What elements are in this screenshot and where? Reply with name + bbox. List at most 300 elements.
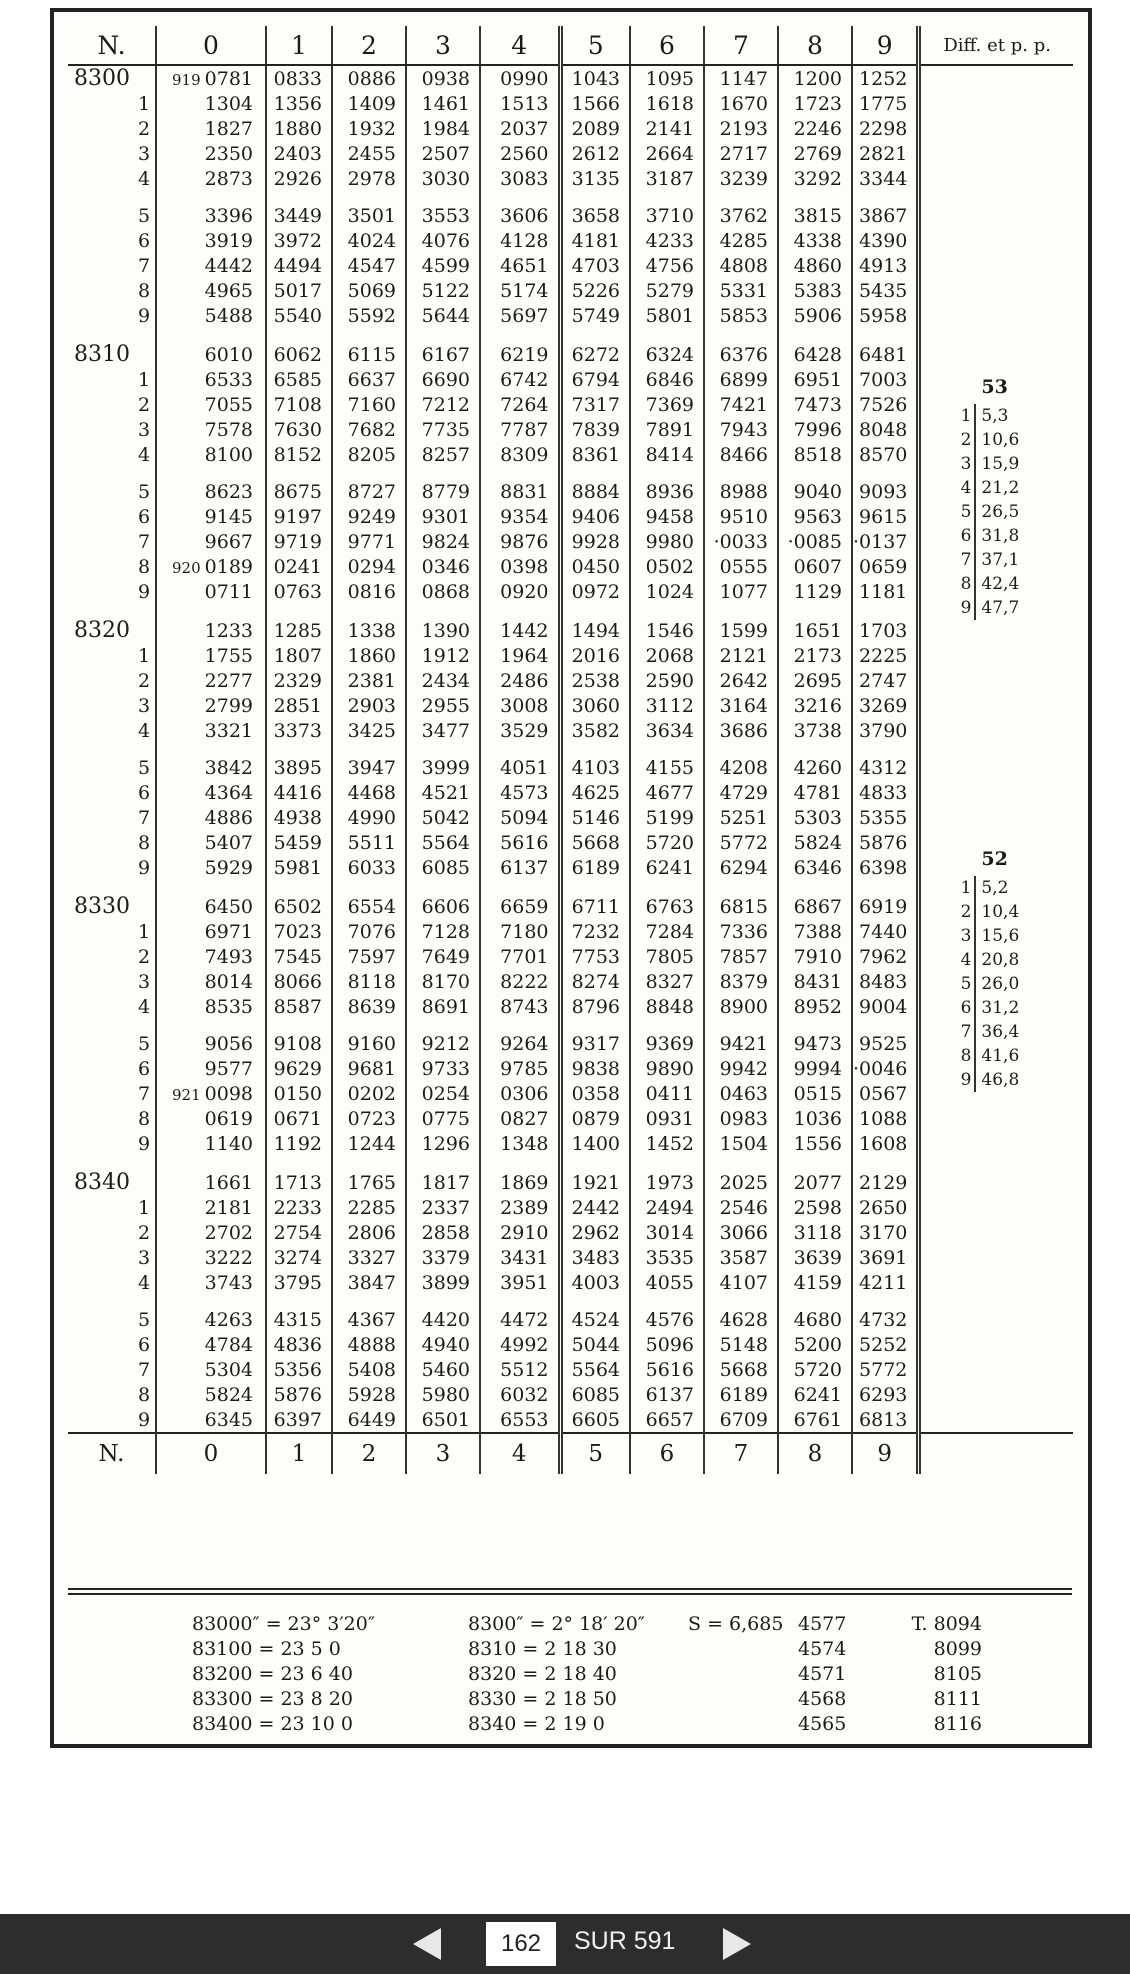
cell-col-3: 0868 bbox=[406, 579, 480, 604]
row-sub-label: 5 bbox=[138, 756, 151, 779]
cell-col-8: 9563 bbox=[778, 504, 852, 529]
proportional-parts-table bbox=[951, 376, 1019, 620]
cell-col-6: 1452 bbox=[630, 1131, 704, 1156]
cell-col-4: 2560 bbox=[480, 141, 560, 166]
row-sub-label: 8 bbox=[138, 555, 151, 578]
cell-col-7: 2121 bbox=[704, 643, 778, 668]
cell-col-8: 2598 bbox=[778, 1195, 852, 1220]
note-line: 83300 = 23 8 20 bbox=[192, 1688, 353, 1710]
cell-col-7: 0555 bbox=[704, 554, 778, 579]
cell-col-7: 2193 bbox=[704, 116, 778, 141]
cell-col-6: 6846 bbox=[630, 367, 704, 392]
cell-col-8: 6428 bbox=[778, 328, 852, 367]
cell-col-6: 4155 bbox=[630, 743, 704, 780]
cell-col-8: 8518 bbox=[778, 442, 852, 467]
cell-col-7: 0983 bbox=[704, 1106, 778, 1131]
cell-col-9: 2821 bbox=[852, 141, 919, 166]
diff-value: 26,0 bbox=[981, 974, 1020, 994]
cell-col-6: 3634 bbox=[630, 718, 704, 743]
cell-col-3: 9824 bbox=[406, 529, 480, 554]
cell-col-9: 1703 bbox=[852, 604, 919, 643]
cell-col-0: 5824 bbox=[156, 1382, 266, 1407]
note-line: 4571 bbox=[798, 1663, 847, 1685]
cell-col-5: 1921 bbox=[560, 1156, 630, 1195]
cell-col-7: 5772 bbox=[704, 830, 778, 855]
cell-col-6: 1618 bbox=[630, 91, 704, 116]
cell-col-3: 5564 bbox=[406, 830, 480, 855]
cell-col-9: 7440 bbox=[852, 919, 919, 944]
cell-col-9: 9093 bbox=[852, 467, 919, 504]
diff-value: 47,7 bbox=[981, 598, 1020, 618]
cell-col-6: 6763 bbox=[630, 880, 704, 919]
cell-col-5: 8274 bbox=[560, 969, 630, 994]
cell-col-9: 1608 bbox=[852, 1131, 919, 1156]
cell-col-6: 4233 bbox=[630, 228, 704, 253]
note-line: 8105 bbox=[933, 1663, 982, 1685]
cell-value: 0098 bbox=[204, 1082, 253, 1105]
diff-value: 36,4 bbox=[981, 1022, 1020, 1042]
cell-col-4: 7264 bbox=[480, 392, 560, 417]
cell-col-5: 3582 bbox=[560, 718, 630, 743]
cell-col-4: 6219 bbox=[480, 328, 560, 367]
diff-key: 2 bbox=[951, 900, 976, 924]
note-line: T. 8094 bbox=[911, 1613, 982, 1635]
cell-col-6: 2141 bbox=[630, 116, 704, 141]
cell-col-2: 1932 bbox=[332, 116, 406, 141]
cell-col-2: 7076 bbox=[332, 919, 406, 944]
cell-col-9: 2129 bbox=[852, 1156, 919, 1195]
cell-col-3: 0775 bbox=[406, 1106, 480, 1131]
cell-col-3: 1390 bbox=[406, 604, 480, 643]
cell-col-2: 5511 bbox=[332, 830, 406, 855]
cell-col-0: 4784 bbox=[156, 1332, 266, 1357]
cell-col-4: 7180 bbox=[480, 919, 560, 944]
cell-col-4: 4651 bbox=[480, 253, 560, 278]
cell-col-9: 4732 bbox=[852, 1295, 919, 1332]
cell-col-6: 7891 bbox=[630, 417, 704, 442]
cell-col-6: 3112 bbox=[630, 693, 704, 718]
cell-col-5: 1566 bbox=[560, 91, 630, 116]
cell-col-8: 5383 bbox=[778, 278, 852, 303]
cell-col-9: 5435 bbox=[852, 278, 919, 303]
cell-col-2: 8205 bbox=[332, 442, 406, 467]
row-sub-label: 7 bbox=[138, 1082, 151, 1105]
footer-diff-blank bbox=[919, 1433, 1073, 1474]
cell-col-5: 3658 bbox=[560, 191, 630, 228]
footer-col-0: 0 bbox=[156, 1433, 266, 1474]
cell-col-3: 5042 bbox=[406, 805, 480, 830]
cell-col-9: 4211 bbox=[852, 1270, 919, 1295]
cell-col-5: 7753 bbox=[560, 944, 630, 969]
cell-col-8: 0607 bbox=[778, 554, 852, 579]
cell-col-7: 4808 bbox=[704, 253, 778, 278]
row-sub-label: 6 bbox=[138, 1333, 151, 1356]
diff-row bbox=[951, 948, 1019, 972]
diff-key: 1 bbox=[951, 404, 976, 428]
cell-col-4: 2486 bbox=[480, 668, 560, 693]
footer-col-8: 8 bbox=[778, 1433, 852, 1474]
cell-col-0: 3321 bbox=[156, 718, 266, 743]
cell-col-7: 5148 bbox=[704, 1332, 778, 1357]
note-s-label: S = 6̄,685 bbox=[688, 1613, 784, 1635]
cell-col-0: 7578 bbox=[156, 417, 266, 442]
cell-col-0: 2277 bbox=[156, 668, 266, 693]
cell-col-7: 3762 bbox=[704, 191, 778, 228]
cell-col-3: 8691 bbox=[406, 994, 480, 1019]
cell-col-2: 2455 bbox=[332, 141, 406, 166]
cell-col-1: 0763 bbox=[266, 579, 332, 604]
cell-col-8: 4260 bbox=[778, 743, 852, 780]
cell-col-2: 1244 bbox=[332, 1131, 406, 1156]
cell-col-1: 3274 bbox=[266, 1245, 332, 1270]
cell-col-8: 7996 bbox=[778, 417, 852, 442]
cell-col-2: 6115 bbox=[332, 328, 406, 367]
cell-col-8: 4680 bbox=[778, 1295, 852, 1332]
cell-col-3: 6501 bbox=[406, 1407, 480, 1433]
cell-col-1: 1192 bbox=[266, 1131, 332, 1156]
row-n-label: 8310 bbox=[74, 342, 130, 367]
cell-col-4: 3951 bbox=[480, 1270, 560, 1295]
cell-col-2: 4888 bbox=[332, 1332, 406, 1357]
cell-col-8: 9040 bbox=[778, 467, 852, 504]
cell-col-8: 9473 bbox=[778, 1019, 852, 1056]
cell-col-2: 0294 bbox=[332, 554, 406, 579]
diff-header: 52 bbox=[981, 848, 1008, 870]
cell-col-2: 0816 bbox=[332, 579, 406, 604]
cell-col-8: 2769 bbox=[778, 141, 852, 166]
cell-col-2: 7682 bbox=[332, 417, 406, 442]
cell-col-3: 1817 bbox=[406, 1156, 480, 1195]
row-sub-label: 7 bbox=[138, 806, 151, 829]
cell-col-6: 3187 bbox=[630, 166, 704, 191]
cell-col-3: 0254 bbox=[406, 1081, 480, 1106]
cell-col-1: 6062 bbox=[266, 328, 332, 367]
cell-value: 0781 bbox=[204, 67, 253, 90]
cell-col-5: 1494 bbox=[560, 604, 630, 643]
row-sub-label: 6 bbox=[138, 1057, 151, 1080]
cell-col-6: 1024 bbox=[630, 579, 704, 604]
cell-col-1: 0671 bbox=[266, 1106, 332, 1131]
diff-row bbox=[951, 524, 1019, 548]
cell-col-0: 2350 bbox=[156, 141, 266, 166]
diff-row bbox=[951, 596, 1019, 620]
cell-col-9: 4833 bbox=[852, 780, 919, 805]
table-footer bbox=[68, 1433, 1073, 1474]
cell-col-2: 4367 bbox=[332, 1295, 406, 1332]
cell-col-2: 2381 bbox=[332, 668, 406, 693]
cell-col-6: 8848 bbox=[630, 994, 704, 1019]
diff-row bbox=[951, 548, 1019, 572]
cell-col-0: 2181 bbox=[156, 1195, 266, 1220]
cell-col-2: 4547 bbox=[332, 253, 406, 278]
cell-col-4: 2910 bbox=[480, 1220, 560, 1245]
cell-col-1: 8587 bbox=[266, 994, 332, 1019]
cell-col-5: 0358 bbox=[560, 1081, 630, 1106]
cell-col-3: 1461 bbox=[406, 91, 480, 116]
cell-col-9: 6813 bbox=[852, 1407, 919, 1433]
footer-col-6: 6 bbox=[630, 1433, 704, 1474]
cell-col-9: ·0046 bbox=[852, 1056, 919, 1081]
cell-col-2: 6554 bbox=[332, 880, 406, 919]
row-sub-label: 2 bbox=[138, 117, 151, 140]
cell-col-2: 3847 bbox=[332, 1270, 406, 1295]
logarithm-table bbox=[68, 26, 1073, 1474]
cell-col-1: 8066 bbox=[266, 969, 332, 994]
cell-col-3: 8257 bbox=[406, 442, 480, 467]
diff-value: 26,5 bbox=[981, 502, 1020, 522]
cell-col-1: 2754 bbox=[266, 1220, 332, 1245]
cell-col-0: 5407 bbox=[156, 830, 266, 855]
footer-col-7: 7 bbox=[704, 1433, 778, 1474]
cell-col-6: 5801 bbox=[630, 303, 704, 328]
diff-row bbox=[951, 452, 1019, 476]
cell-col-2: 3327 bbox=[332, 1245, 406, 1270]
cell-col-3: 2858 bbox=[406, 1220, 480, 1245]
cell-col-1: 7108 bbox=[266, 392, 332, 417]
cell-col-1: 9108 bbox=[266, 1019, 332, 1056]
cell-col-9: 4913 bbox=[852, 253, 919, 278]
cell-col-7: 6815 bbox=[704, 880, 778, 919]
cell-col-5: 3135 bbox=[560, 166, 630, 191]
cell-col-9: 6293 bbox=[852, 1382, 919, 1407]
row-sub-label: 7 bbox=[138, 1358, 151, 1381]
cell-col-4: 0990 bbox=[480, 65, 560, 91]
cell-col-1: 1285 bbox=[266, 604, 332, 643]
row-sub-label: 6 bbox=[138, 781, 151, 804]
cell-col-6: 1546 bbox=[630, 604, 704, 643]
cell-col-1: 0150 bbox=[266, 1081, 332, 1106]
cell-col-7: 8900 bbox=[704, 994, 778, 1019]
cell-col-9: 7526 bbox=[852, 392, 919, 417]
next-page-arrow-icon[interactable] bbox=[723, 1928, 751, 1960]
cell-col-2: 9681 bbox=[332, 1056, 406, 1081]
cell-col-9: 3170 bbox=[852, 1220, 919, 1245]
cell-col-3: 7649 bbox=[406, 944, 480, 969]
row-sub-label: 4 bbox=[138, 1271, 151, 1294]
cell-col-1: 2851 bbox=[266, 693, 332, 718]
cell-col-1: 1807 bbox=[266, 643, 332, 668]
divider-line bbox=[68, 1588, 1072, 1590]
cell-col-7: 2546 bbox=[704, 1195, 778, 1220]
cell-col-1: 2403 bbox=[266, 141, 332, 166]
cell-col-1: 5017 bbox=[266, 278, 332, 303]
diff-row bbox=[951, 924, 1019, 948]
cell-col-7: 8466 bbox=[704, 442, 778, 467]
cell-col-1: 5981 bbox=[266, 855, 332, 880]
note-line: 8099 bbox=[933, 1638, 982, 1660]
cell-col-0: 1233 bbox=[156, 604, 266, 643]
cell-col-7: 6709 bbox=[704, 1407, 778, 1433]
cell-col-7: 1077 bbox=[704, 579, 778, 604]
row-sub-label: 4 bbox=[138, 719, 151, 742]
cell-col-5: 0972 bbox=[560, 579, 630, 604]
cell-col-8: 2695 bbox=[778, 668, 852, 693]
cell-col-0 bbox=[156, 554, 266, 579]
cell-col-8: ·0085 bbox=[778, 529, 852, 554]
diff-row bbox=[951, 404, 1019, 428]
cell-col-3: 8170 bbox=[406, 969, 480, 994]
cell-col-4: 4573 bbox=[480, 780, 560, 805]
note-line: 4574 bbox=[798, 1638, 847, 1660]
row-sub-label: 7 bbox=[138, 530, 151, 553]
cell-col-3: 3899 bbox=[406, 1270, 480, 1295]
diff-value: 10,4 bbox=[981, 902, 1020, 922]
cell-col-0: 5304 bbox=[156, 1357, 266, 1382]
diff-value: 31,2 bbox=[981, 998, 1020, 1018]
cell-col-7: 4285 bbox=[704, 228, 778, 253]
cell-col-8: 3639 bbox=[778, 1245, 852, 1270]
cell-col-7: 7336 bbox=[704, 919, 778, 944]
cell-col-2: 8639 bbox=[332, 994, 406, 1019]
cell-col-9: 2650 bbox=[852, 1195, 919, 1220]
header-col-9: 9 bbox=[852, 26, 919, 65]
cell-col-7: 1504 bbox=[704, 1131, 778, 1156]
cell-col-3: 7212 bbox=[406, 392, 480, 417]
cell-col-7: 1599 bbox=[704, 604, 778, 643]
footer-col-1: 1 bbox=[266, 1433, 332, 1474]
cell-col-3: 6606 bbox=[406, 880, 480, 919]
note-line: 83000″ = 23° 3′20″ bbox=[192, 1613, 375, 1635]
diff-key: 5 bbox=[951, 972, 976, 996]
cell-col-7: 8379 bbox=[704, 969, 778, 994]
cell-col-8: 4159 bbox=[778, 1270, 852, 1295]
cell-col-9: 1775 bbox=[852, 91, 919, 116]
cell-col-6: 4756 bbox=[630, 253, 704, 278]
cell-col-0: 6450 bbox=[156, 880, 266, 919]
cell-col-0 bbox=[156, 1081, 266, 1106]
row-sub-label: 2 bbox=[138, 393, 151, 416]
diff-key: 4 bbox=[951, 476, 976, 500]
cell-prefix: 921 bbox=[172, 1085, 201, 1104]
cell-col-6: 2068 bbox=[630, 643, 704, 668]
cell-col-6: 4576 bbox=[630, 1295, 704, 1332]
cell-col-1: 8675 bbox=[266, 467, 332, 504]
cell-col-3: 1912 bbox=[406, 643, 480, 668]
cell-col-6: 6241 bbox=[630, 855, 704, 880]
cell-col-0: 3842 bbox=[156, 743, 266, 780]
cell-col-7: 6189 bbox=[704, 1382, 778, 1407]
diff-value: 41,6 bbox=[981, 1046, 1020, 1066]
cell-col-9: 6481 bbox=[852, 328, 919, 367]
cell-col-6: 2664 bbox=[630, 141, 704, 166]
cell-col-7: 9510 bbox=[704, 504, 778, 529]
cell-col-3: 6690 bbox=[406, 367, 480, 392]
header-col-4: 4 bbox=[480, 26, 560, 65]
cell-col-4: 6032 bbox=[480, 1382, 560, 1407]
cell-col-0: 4965 bbox=[156, 278, 266, 303]
cell-col-8: 1200 bbox=[778, 65, 852, 91]
header-diff: Diff. et p. p. bbox=[919, 26, 1073, 65]
cell-col-9: 8483 bbox=[852, 969, 919, 994]
diff-value: 5,2 bbox=[981, 878, 1009, 898]
cell-col-6: 3710 bbox=[630, 191, 704, 228]
cell-col-0: 6533 bbox=[156, 367, 266, 392]
diff-value: 15,9 bbox=[981, 454, 1020, 474]
cell-col-1: 3895 bbox=[266, 743, 332, 780]
cell-col-0: 1661 bbox=[156, 1156, 266, 1195]
cell-col-0 bbox=[156, 65, 266, 91]
cell-col-3: 5460 bbox=[406, 1357, 480, 1382]
row-n-label: 8300 bbox=[74, 66, 130, 91]
cell-col-4: 3431 bbox=[480, 1245, 560, 1270]
cell-col-5: 3483 bbox=[560, 1245, 630, 1270]
cell-col-6: 2590 bbox=[630, 668, 704, 693]
diff-key: 6 bbox=[951, 996, 976, 1020]
table-row bbox=[68, 65, 1073, 91]
diff-value: 10,6 bbox=[981, 430, 1020, 450]
cell-col-5: 6711 bbox=[560, 880, 630, 919]
cell-col-5: 1400 bbox=[560, 1131, 630, 1156]
cell-col-0: 6010 bbox=[156, 328, 266, 367]
cell-col-3: 3030 bbox=[406, 166, 480, 191]
previous-page-arrow-icon[interactable] bbox=[413, 1928, 441, 1960]
diff-key: 5 bbox=[951, 500, 976, 524]
cell-prefix: 920 bbox=[172, 558, 201, 577]
cell-col-2: 4990 bbox=[332, 805, 406, 830]
cell-col-2: 3501 bbox=[332, 191, 406, 228]
note-col-3 bbox=[798, 1612, 846, 1737]
footer-col-9: 9 bbox=[852, 1433, 919, 1474]
note-col-2 bbox=[468, 1612, 645, 1737]
cell-col-4: 8743 bbox=[480, 994, 560, 1019]
cell-col-4: 4051 bbox=[480, 743, 560, 780]
cell-col-8: 3738 bbox=[778, 718, 852, 743]
cell-col-6: 2494 bbox=[630, 1195, 704, 1220]
row-sub-label: 8 bbox=[138, 831, 151, 854]
diff-value: 21,2 bbox=[981, 478, 1020, 498]
cell-col-4: 8222 bbox=[480, 969, 560, 994]
cell-col-5: 4181 bbox=[560, 228, 630, 253]
cell-col-3: 9733 bbox=[406, 1056, 480, 1081]
cell-col-8: 2077 bbox=[778, 1156, 852, 1195]
page-number-input[interactable] bbox=[486, 1922, 556, 1966]
diff-value: 15,6 bbox=[981, 926, 1020, 946]
diff-value: 42,4 bbox=[981, 574, 1020, 594]
cell-col-8: 5824 bbox=[778, 830, 852, 855]
cell-col-4: 6553 bbox=[480, 1407, 560, 1433]
note-line: 8320 = 2 18 40 bbox=[468, 1663, 617, 1685]
cell-col-4: 5512 bbox=[480, 1357, 560, 1382]
cell-col-3: 2507 bbox=[406, 141, 480, 166]
cell-col-6: 9980 bbox=[630, 529, 704, 554]
cell-col-9: 5772 bbox=[852, 1357, 919, 1382]
cell-col-9: 2298 bbox=[852, 116, 919, 141]
cell-col-3: 4521 bbox=[406, 780, 480, 805]
cell-col-2: 7597 bbox=[332, 944, 406, 969]
cell-col-7: 7421 bbox=[704, 392, 778, 417]
cell-col-0: 2702 bbox=[156, 1220, 266, 1245]
cell-col-4: 1513 bbox=[480, 91, 560, 116]
diff-header: 53 bbox=[981, 376, 1008, 398]
cell-col-5: 5146 bbox=[560, 805, 630, 830]
note-line: 8116 bbox=[933, 1713, 982, 1735]
cell-col-6: 7284 bbox=[630, 919, 704, 944]
cell-col-3: 5122 bbox=[406, 278, 480, 303]
cell-col-9: 5355 bbox=[852, 805, 919, 830]
cell-col-3: 4940 bbox=[406, 1332, 480, 1357]
cell-col-2: 0202 bbox=[332, 1081, 406, 1106]
cell-col-2: 2806 bbox=[332, 1220, 406, 1245]
diff-value: 46,8 bbox=[981, 1070, 1020, 1090]
cell-col-5: 5226 bbox=[560, 278, 630, 303]
row-sub-label: 9 bbox=[138, 580, 151, 603]
note-line: 4565 bbox=[798, 1713, 847, 1735]
diff-column bbox=[919, 65, 1073, 1433]
cell-col-7: 5251 bbox=[704, 805, 778, 830]
cell-col-2: 5928 bbox=[332, 1382, 406, 1407]
cell-col-7: 3239 bbox=[704, 166, 778, 191]
cell-col-7: 6899 bbox=[704, 367, 778, 392]
